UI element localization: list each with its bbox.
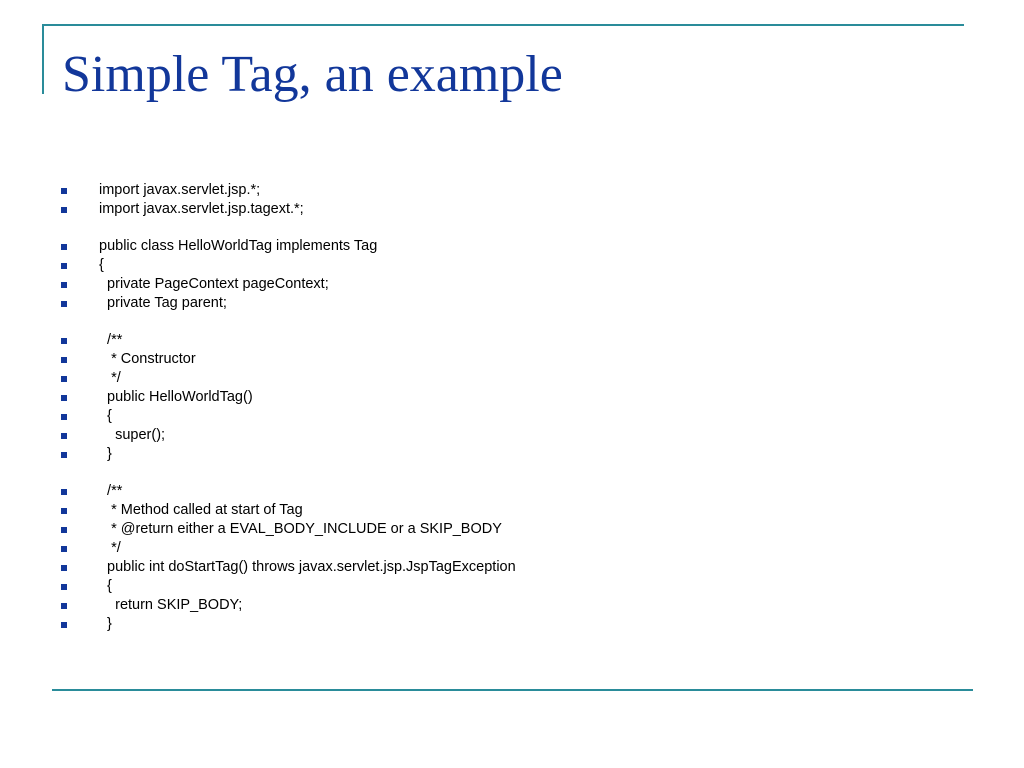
square-bullet-icon bbox=[61, 565, 67, 571]
square-bullet-icon bbox=[61, 622, 67, 628]
square-bullet-icon bbox=[61, 376, 67, 382]
code-line-text: private PageContext pageContext; bbox=[99, 276, 329, 292]
square-bullet-icon bbox=[61, 338, 67, 344]
code-line bbox=[58, 482, 123, 501]
square-bullet-icon bbox=[61, 414, 67, 420]
code-line bbox=[58, 388, 253, 407]
code-line bbox=[58, 426, 166, 445]
frame-top-rule bbox=[42, 24, 964, 26]
code-line bbox=[58, 200, 304, 219]
square-bullet-icon bbox=[61, 357, 67, 363]
code-line bbox=[58, 501, 303, 520]
square-bullet-icon bbox=[61, 301, 67, 307]
code-line-text: public HelloWorldTag() bbox=[99, 389, 253, 405]
code-line bbox=[58, 237, 378, 256]
square-bullet-icon bbox=[61, 527, 67, 533]
code-line bbox=[58, 577, 112, 596]
code-line-text: /** bbox=[99, 483, 123, 499]
code-line-text: /** bbox=[99, 332, 123, 348]
code-line bbox=[58, 596, 243, 615]
code-line-text: private Tag parent; bbox=[99, 295, 227, 311]
code-line-text: */ bbox=[99, 370, 121, 386]
square-bullet-icon bbox=[61, 584, 67, 590]
frame-left-rule bbox=[42, 24, 44, 94]
square-bullet-icon bbox=[61, 395, 67, 401]
code-line bbox=[58, 615, 112, 634]
code-line-text: return SKIP_BODY; bbox=[99, 597, 243, 613]
code-line-text: } bbox=[99, 616, 112, 632]
code-line-text: { bbox=[99, 257, 104, 273]
square-bullet-icon bbox=[61, 508, 67, 514]
code-line-text: import javax.servlet.jsp.*; bbox=[99, 182, 261, 198]
code-bullet-list bbox=[58, 181, 516, 634]
square-bullet-icon bbox=[61, 489, 67, 495]
square-bullet-icon bbox=[61, 452, 67, 458]
code-line-text: import javax.servlet.jsp.tagext.*; bbox=[99, 201, 304, 217]
square-bullet-icon bbox=[61, 263, 67, 269]
square-bullet-icon bbox=[61, 188, 67, 194]
code-line-text: } bbox=[99, 446, 112, 462]
code-line-text: */ bbox=[99, 540, 121, 556]
square-bullet-icon bbox=[61, 282, 67, 288]
code-line bbox=[58, 445, 112, 464]
code-line bbox=[58, 558, 516, 577]
code-line bbox=[58, 331, 123, 350]
code-line-text: { bbox=[99, 408, 112, 424]
code-line bbox=[58, 539, 121, 558]
code-line-text: * Constructor bbox=[99, 351, 196, 367]
code-line-text: public class HelloWorldTag implements Tag bbox=[99, 238, 378, 254]
slide-title: Simple Tag, an example bbox=[62, 46, 563, 103]
code-line-text: * @return either a EVAL_BODY_INCLUDE or a SKIP_BODY bbox=[99, 521, 502, 537]
code-line bbox=[58, 407, 112, 426]
code-line-text: { bbox=[99, 578, 112, 594]
square-bullet-icon bbox=[61, 603, 67, 609]
code-line bbox=[58, 294, 227, 313]
code-line bbox=[58, 275, 329, 294]
square-bullet-icon bbox=[61, 433, 67, 439]
square-bullet-icon bbox=[61, 207, 67, 213]
code-line bbox=[58, 181, 261, 200]
code-line bbox=[58, 520, 502, 539]
code-line-text: super(); bbox=[99, 427, 166, 443]
frame-bottom-rule bbox=[52, 689, 973, 691]
square-bullet-icon bbox=[61, 546, 67, 552]
square-bullet-icon bbox=[61, 244, 67, 250]
code-line bbox=[58, 369, 121, 388]
code-line bbox=[58, 256, 104, 275]
code-line-text: public int doStartTag() throws javax.servlet.jsp.JspTagException bbox=[99, 559, 516, 575]
code-line bbox=[58, 350, 196, 369]
code-line-text: * Method called at start of Tag bbox=[99, 502, 303, 518]
